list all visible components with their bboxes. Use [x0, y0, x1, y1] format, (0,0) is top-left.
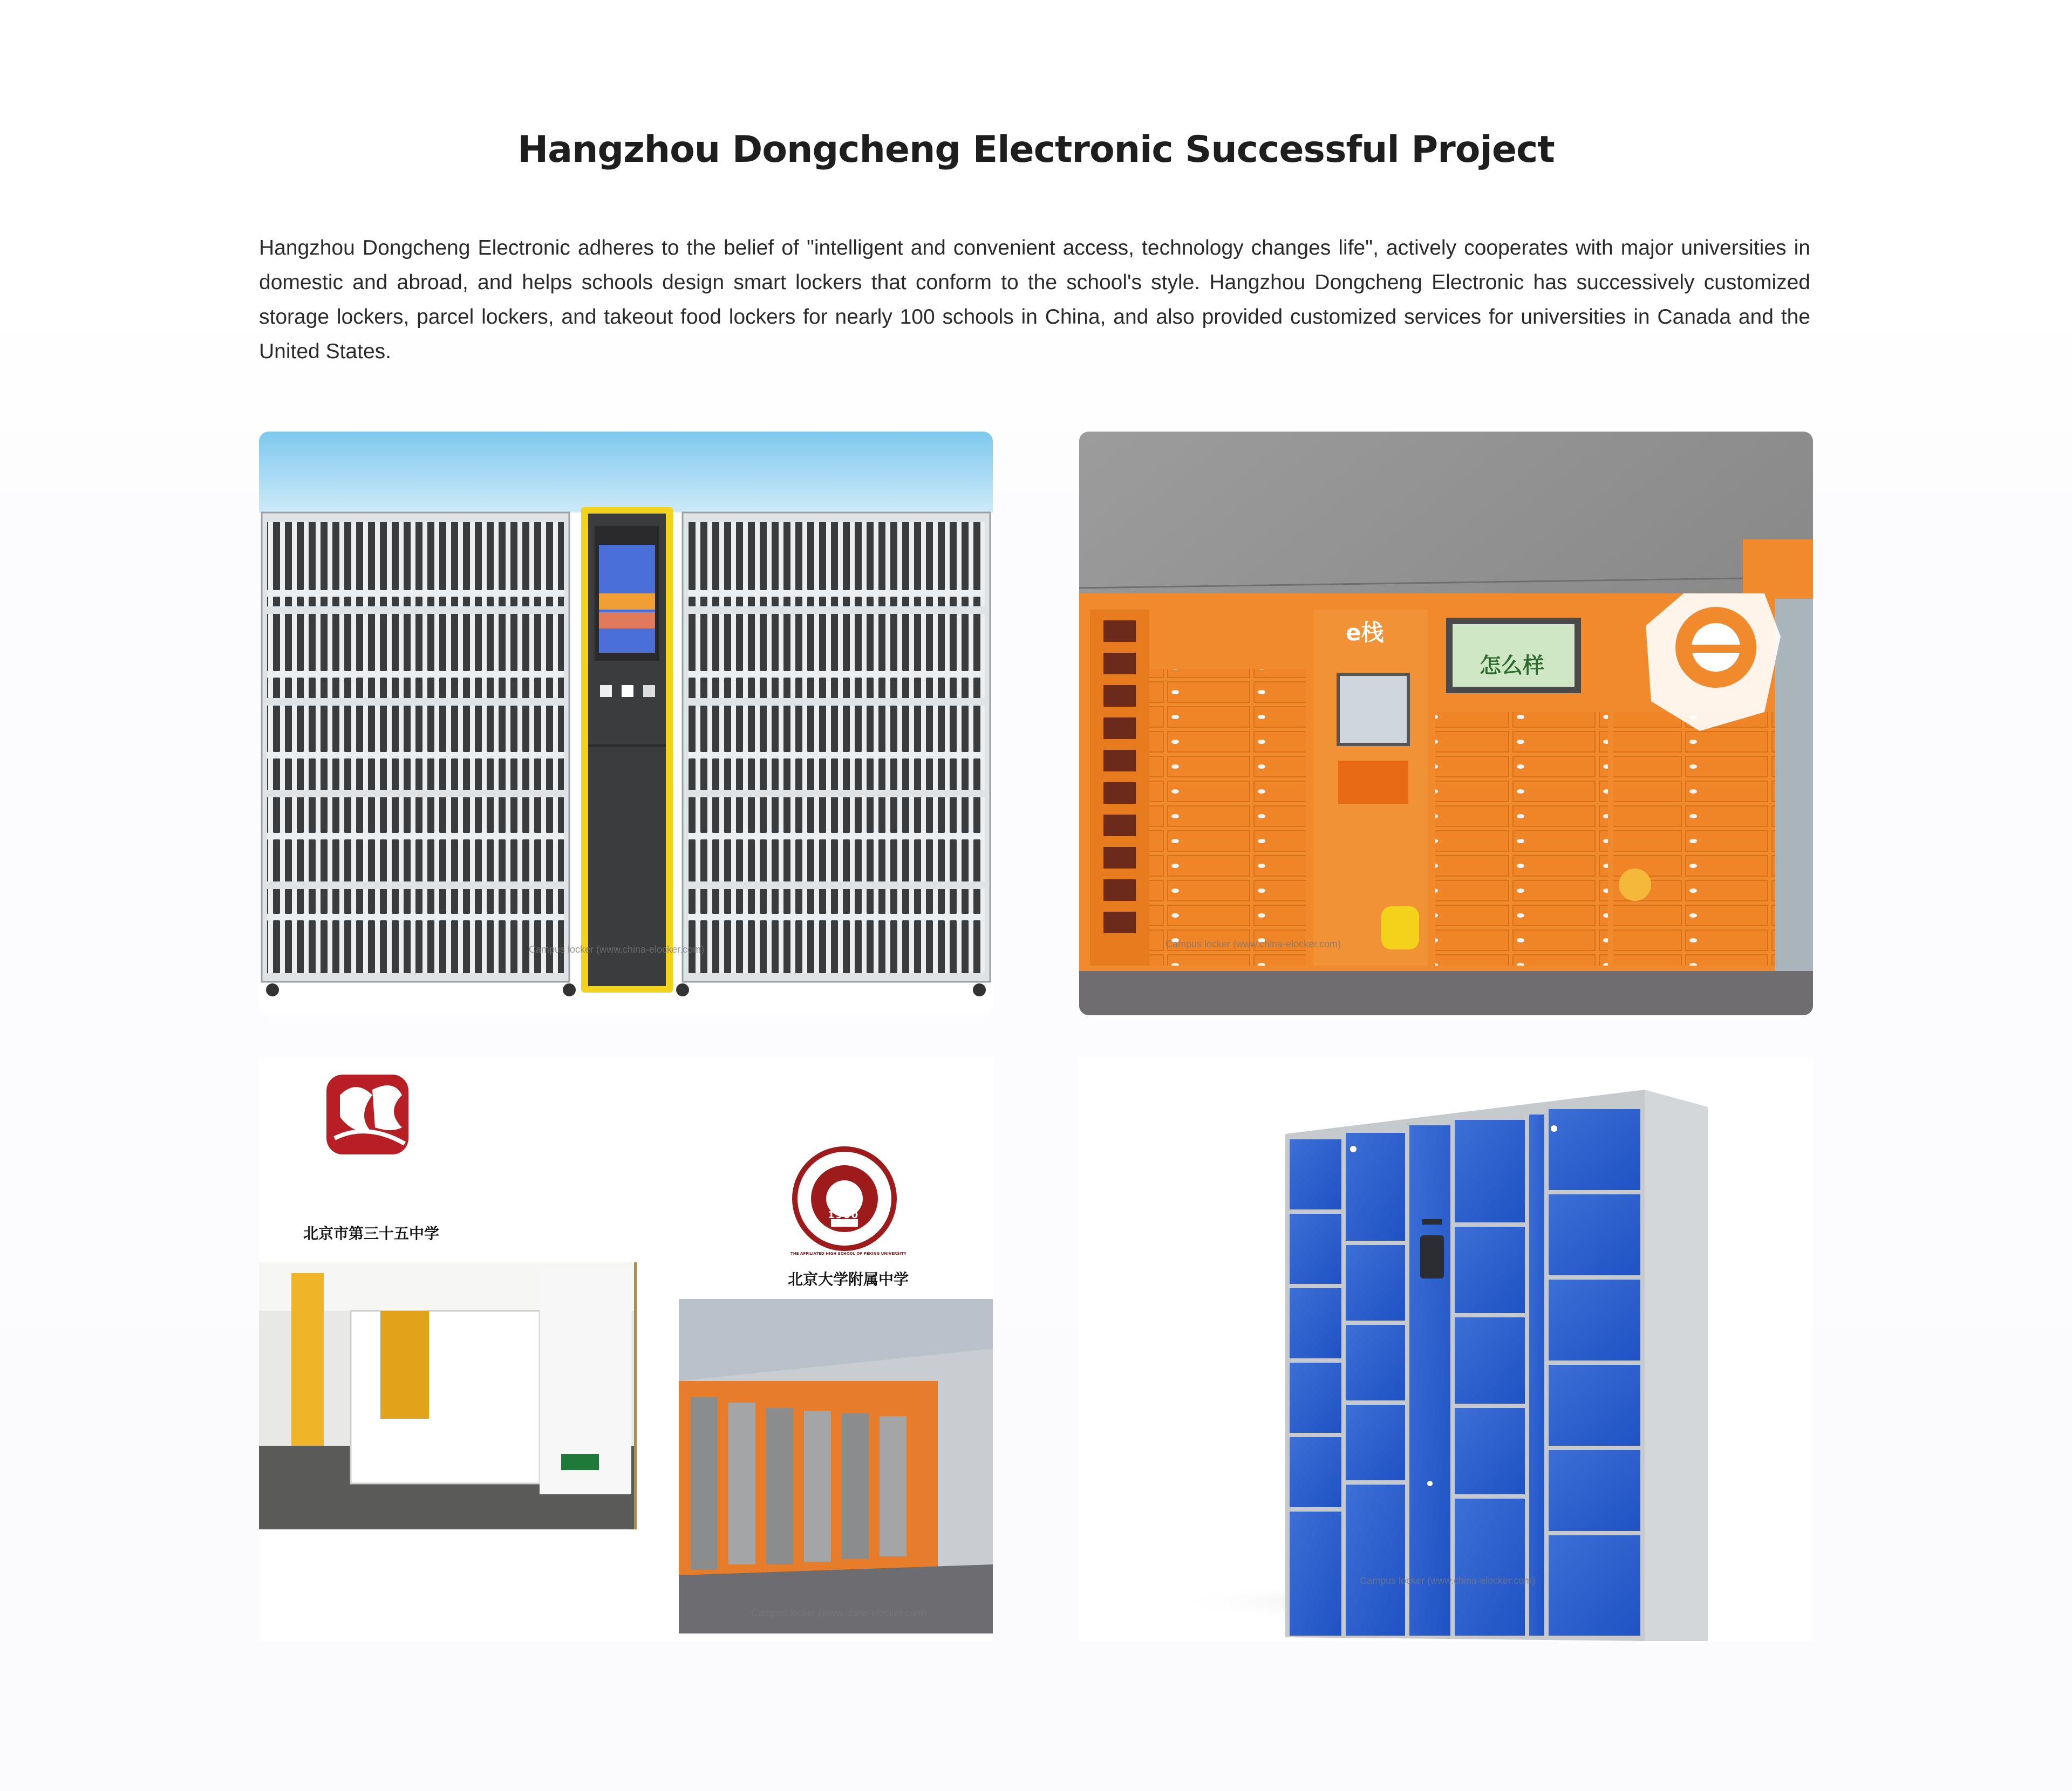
school-collage-image [259, 1057, 993, 1641]
watermark: Campus locker (www.china-elocker.com) [1166, 939, 1341, 949]
gallery-photo-school-collage[interactable] [259, 1057, 993, 1641]
charging-locker-image [259, 432, 993, 1015]
orange-locker-image [1079, 432, 1813, 1015]
intro-paragraph: Hangzhou Dongcheng Electronic adheres to the belief of "intelligent and convenient access, technology changes life", actively cooperates with major universities in domestic and abroad, and helps schools design smart lockers that conform to the school's style. Hangzhou Dongcheng Electronic has successively customized storage lockers, parcel lockers, and takeout food lockers for nearly 100 schools in China, and also provided customized services for universities in Canada and the United States. [259, 236, 1810, 363]
gallery-photo-charging-locker[interactable] [259, 432, 993, 1015]
watermark: Campus locker (www.china-elocker.com) [751, 1608, 927, 1618]
blue-locker-image [1079, 1057, 1813, 1641]
school2-seal-text: THE AFFILIATED HIGH SCHOOL OF PEKING UNIVERSITY [790, 1252, 906, 1256]
kiosk-screen-text: 怎么样 [1480, 653, 1544, 678]
brand-label: e栈 [1346, 619, 1384, 646]
watermark: Campus locker (www.china-elocker.com) [1360, 1575, 1536, 1586]
gallery-photo-blue-locker[interactable] [1079, 1057, 1813, 1641]
school2-name: 北京大学附属中学 [788, 1270, 909, 1288]
school1-name: 北京市第三十五中学 [303, 1225, 440, 1242]
page-title: Hangzhou Dongcheng Electronic Successful Project [517, 128, 1555, 171]
gallery-photo-orange-locker[interactable] [1079, 432, 1813, 1015]
school2-seal-year: 1960 [828, 1209, 860, 1221]
watermark: Campus locker (www.china-elocker.com) [529, 944, 705, 955]
